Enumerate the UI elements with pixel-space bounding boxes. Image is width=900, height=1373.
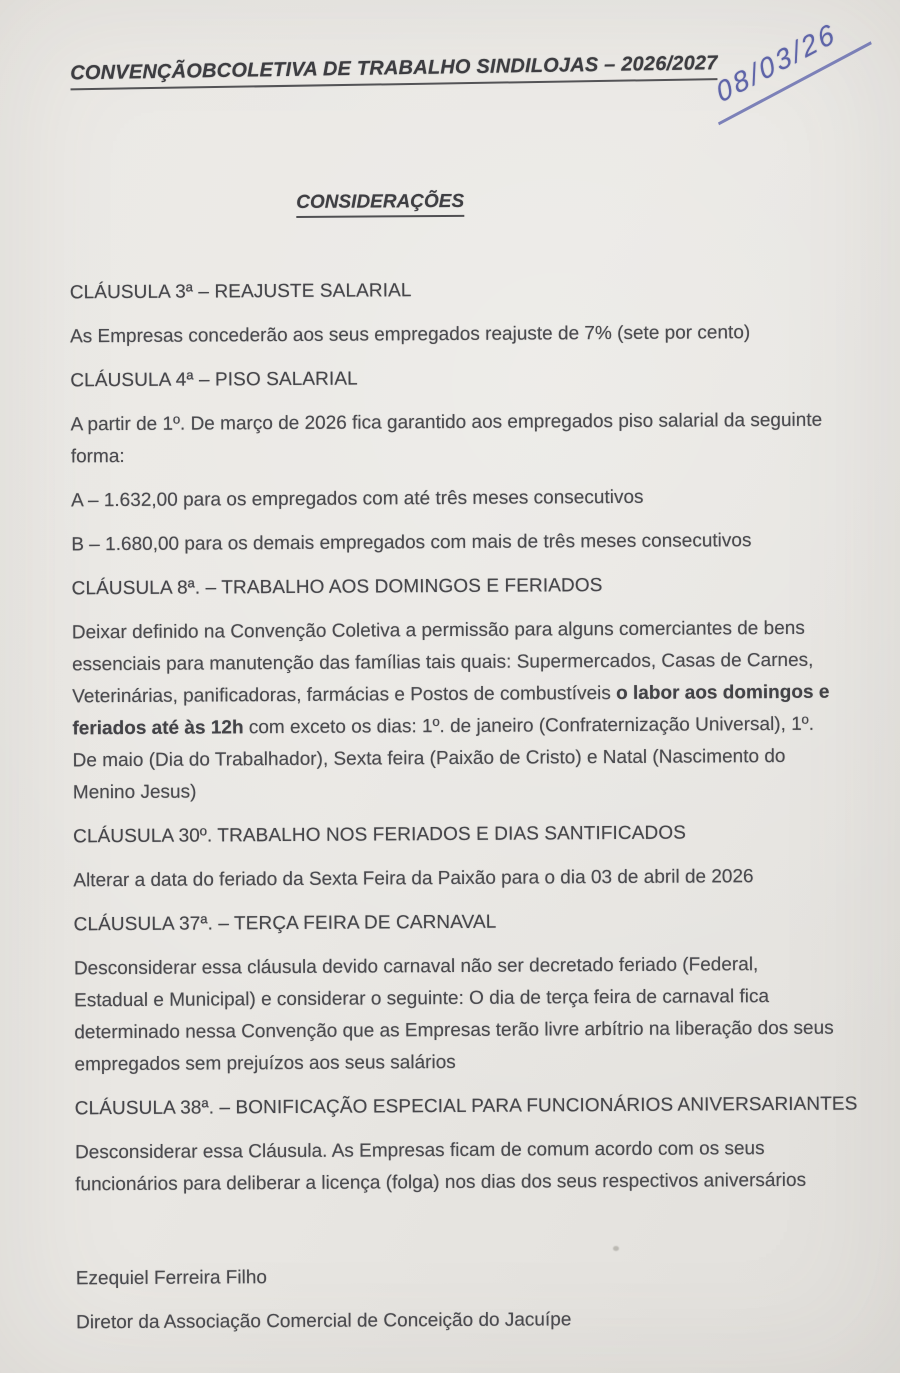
handwritten-date-text: 08/03/26 [703, 3, 872, 126]
clause-38-body: Desconsiderar essa Cláusula. As Empresas ficam de comum acordo com os seus funcionários para deliberar a licença (folga) nos dias dos seus respectivos aniversários [74, 1138, 807, 1196]
clause-30-heading: CLÁUSULA 30º. TRABALHO NOS FERIADOS E DIAS SANTIFICADOS [73, 822, 687, 848]
clause-8-body-bold: o labor aos domingos e feriados até às 12h [72, 681, 830, 740]
clause-38-heading: CLÁUSULA 38ª. – BONIFICAÇÃO ESPECIAL PARA FUNCIONÁRIOS ANIVERSARIANTES [74, 1093, 858, 1120]
clause-37-heading: CLÁUSULA 37ª. – TERÇA FEIRA DE CARNAVAL [73, 911, 497, 936]
document-title: CONVENÇÃOBCOLETIVA DE TRABALHO SINDILOJAS – 2026/2027 [70, 50, 718, 90]
clause-3-body: As Empresas concederão aos seus empregados reajuste de 7% (sete por cento) [69, 322, 751, 348]
clause-4-item-a: A – 1.632,00 para os empregados com até três meses consecutivos [70, 486, 644, 512]
clause-30-body: Alterar a data do feriado da Sexta Feira da Paixão para o dia 03 de abril de 2026 [73, 866, 754, 892]
clause-8-heading: CLÁUSULA 8ª. – TRABALHO AOS DOMINGOS E FERIADOS [71, 575, 603, 600]
clause-8-body [72, 613, 835, 810]
considerations-heading: CONSIDERAÇÕES [296, 190, 464, 218]
clause-4-heading: CLÁUSULA 4ª – PISO SALARIAL [70, 368, 358, 392]
signature-name: Ezequiel Ferreira Filho [75, 1267, 268, 1290]
signature-role: Diretor da Associação Comercial de Conceição do Jacuípe [76, 1309, 572, 1334]
clause-4-body: A partir de 1º. De março de 2026 fica garantido aos empregados piso salarial da seguinte forma: [70, 409, 823, 468]
clause-8-body-regular-2: com exceto os dias: 1º. de janeiro (Confraternização Universal), 1º. De maio (Dia do Trabalhador), Sexta feira (Paixão de Cristo) e Natal (Nascimento do Menino Jesus) [72, 713, 815, 804]
paper-speck [613, 1246, 619, 1251]
clause-3-heading: CLÁUSULA 3ª – REAJUSTE SALARIAL [69, 280, 412, 304]
clause-37-body: Desconsiderar essa cláusula devido carnaval não ser decretado feriado (Federal, Estadual e Municipal) e considerar o seguinte: O dia de terça feira de carnaval fica determinado nessa Convenção que as Empresas terão livre arbítrio na liberação dos seus empregados sem prejuízos aos seus salários [73, 954, 834, 1076]
clause-8-body-regular-1: Deixar definido na Convenção Coletiva a permissão para alguns comerciantes de bens essenciais para manutenção das famílias tais quais: Supermercados, Casas de Carnes, Veterinárias, panificadoras, farmácias e Postos de combustíveis [71, 617, 814, 708]
clause-4-item-b: B – 1.680,00 para os demais empregados com mais de três meses consecutivos [71, 530, 752, 556]
